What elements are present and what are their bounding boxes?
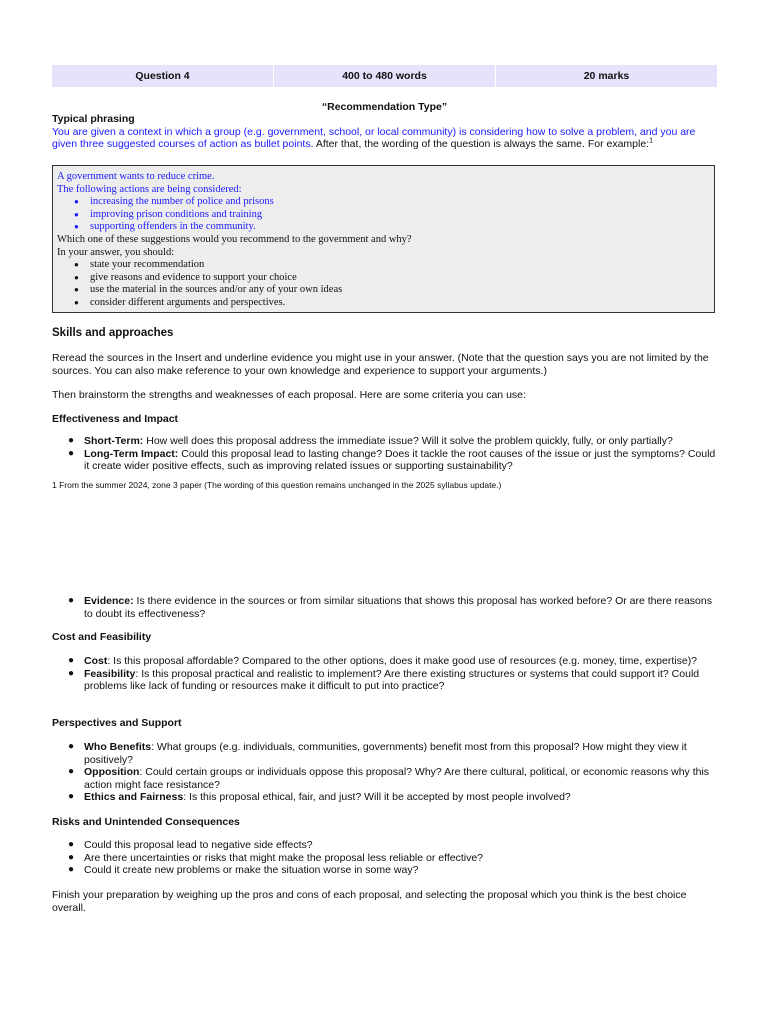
criterion-text: : Is this proposal affordable? Compared to the other options, does it make good use of resources (e.g. money, time, expertise)? <box>107 655 698 667</box>
criterion-label: Short-Term: <box>84 435 144 447</box>
criterion-label: Feasibility <box>84 667 136 680</box>
effectiveness-list-continued <box>52 595 717 620</box>
example-instruction-line: In your answer, you should: <box>57 246 175 258</box>
list-item: ● improving prison conditions and training <box>57 209 710 222</box>
perspectives-list <box>52 741 717 804</box>
list-item: ● Could this proposal lead to negative side effects? <box>52 839 717 852</box>
perspectives-heading: Perspectives and Support <box>52 717 182 729</box>
skills-paragraph-1: Reread the sources in the Insert and underline evidence you might use in your answer. (Note that the question says you are not limited by the sources. You can also make reference to your own knowledge and experience to support your arguments.) <box>52 352 709 377</box>
criterion-text: Could this proposal lead to lasting change? Does it tackle the root causes of the issue or just the symptoms? Could it create wider positive effects, such as improving related issues or supporting sustainability? <box>84 447 716 472</box>
list-item <box>52 741 717 766</box>
criterion-text: : What groups (e.g. individuals, communities, governments) benefit most from this proposal? How might they view it positively? <box>84 741 687 766</box>
list-item <box>52 448 717 473</box>
skills-heading: Skills and approaches <box>52 327 174 339</box>
list-item <box>52 766 717 791</box>
cost-heading: Cost and Feasibility <box>52 631 152 643</box>
typical-phrasing-text <box>52 126 717 151</box>
example-tasks-list <box>57 259 710 309</box>
criterion-label: Opposition <box>84 766 140 778</box>
typical-phrasing-black-text: After that, the wording of the question is always the same. For example: <box>313 138 650 150</box>
criterion-text: : Is this proposal practical and realistic to implement? Are there existing structures or systems that could support it? Could problems like lack of funding or resources make it difficult to put into practice? <box>84 667 700 692</box>
risks-list <box>52 839 717 877</box>
footnote: 1 From the summer 2024, zone 3 paper (The wording of this question remains unchanged in the 2025 syllabus update.) <box>52 480 502 490</box>
list-item <box>52 595 717 620</box>
cost-list <box>52 655 717 693</box>
list-item: ● Are there uncertainties or risks that might make the proposal less reliable or effective? <box>52 852 717 865</box>
effectiveness-heading: Effectiveness and Impact <box>52 413 179 425</box>
list-item: ● Could it create new problems or make the situation worse in some way? <box>52 864 717 877</box>
footnote-marker: 1 <box>649 137 653 145</box>
example-actions-list <box>57 196 710 234</box>
criterion-label: Cost <box>84 655 108 667</box>
closing-paragraph: Finish your preparation by weighing up the pros and cons of each proposal, and selecting the proposal which you think is the best choice overall. <box>52 889 687 914</box>
skills-paragraph-2: Then brainstorm the strengths and weaknesses of each proposal. Here are some criteria you can use: <box>52 389 526 401</box>
list-item <box>52 655 717 668</box>
list-item: ● increasing the number of police and prisons <box>57 196 710 209</box>
list-item <box>52 668 717 693</box>
list-item: ● consider different arguments and perspectives. <box>57 297 710 310</box>
question-number-cell: Question 4 <box>52 65 274 87</box>
risks-heading: Risks and Unintended Consequences <box>52 816 240 828</box>
list-item <box>52 791 717 804</box>
typical-phrasing-section <box>52 113 717 151</box>
example-question-line: Which one of these suggestions would you recommend to the government and why? <box>57 233 412 245</box>
criterion-label: Ethics and Fairness <box>84 791 184 803</box>
list-item: ● give reasons and evidence to support your choice <box>57 272 710 285</box>
question-info-table <box>52 65 717 87</box>
example-question-box <box>52 165 715 313</box>
criterion-label: Long-Term Impact: <box>84 447 179 460</box>
criterion-label: Evidence: <box>84 595 134 607</box>
list-item: ● supporting offenders in the community. <box>57 221 710 234</box>
typical-phrasing-blue-text: You are given a context in which a group (e.g. government, school, or local community) is considering how to solve a problem, and you are given three suggested courses of action as bullet points. <box>52 125 696 150</box>
list-item: ● use the material in the sources and/or any of your own ideas <box>57 284 710 297</box>
criterion-text: How well does this proposal address the immediate issue? Will it solve the problem quickly, fully, or only partially? <box>143 435 673 447</box>
list-item <box>52 435 717 448</box>
example-context-line: A government wants to reduce crime. <box>57 171 215 182</box>
criterion-text: : Is this proposal ethical, fair, and just? Will it be accepted by most people involved? <box>183 791 571 803</box>
example-actions-intro: The following actions are being considered: <box>57 183 242 195</box>
effectiveness-list <box>52 435 717 473</box>
marks-cell: 20 marks <box>583 69 630 82</box>
criterion-text: Is there evidence in the sources or from similar situations that shows this proposal has worked before? Or are there reasons to doubt its effectiveness? <box>84 595 712 620</box>
typical-phrasing-heading: Typical phrasing <box>52 113 135 125</box>
question-type-title: “Recommendation Type” <box>321 101 448 113</box>
list-item: ● state your recommendation <box>57 259 710 272</box>
criterion-text: : Could certain groups or individuals oppose this proposal? Why? Are there cultural, political, or economic reasons why this action might face resistance? <box>84 766 710 791</box>
criterion-label: Who Benefits <box>84 741 152 753</box>
word-count-cell: 400 to 480 words <box>274 65 496 87</box>
